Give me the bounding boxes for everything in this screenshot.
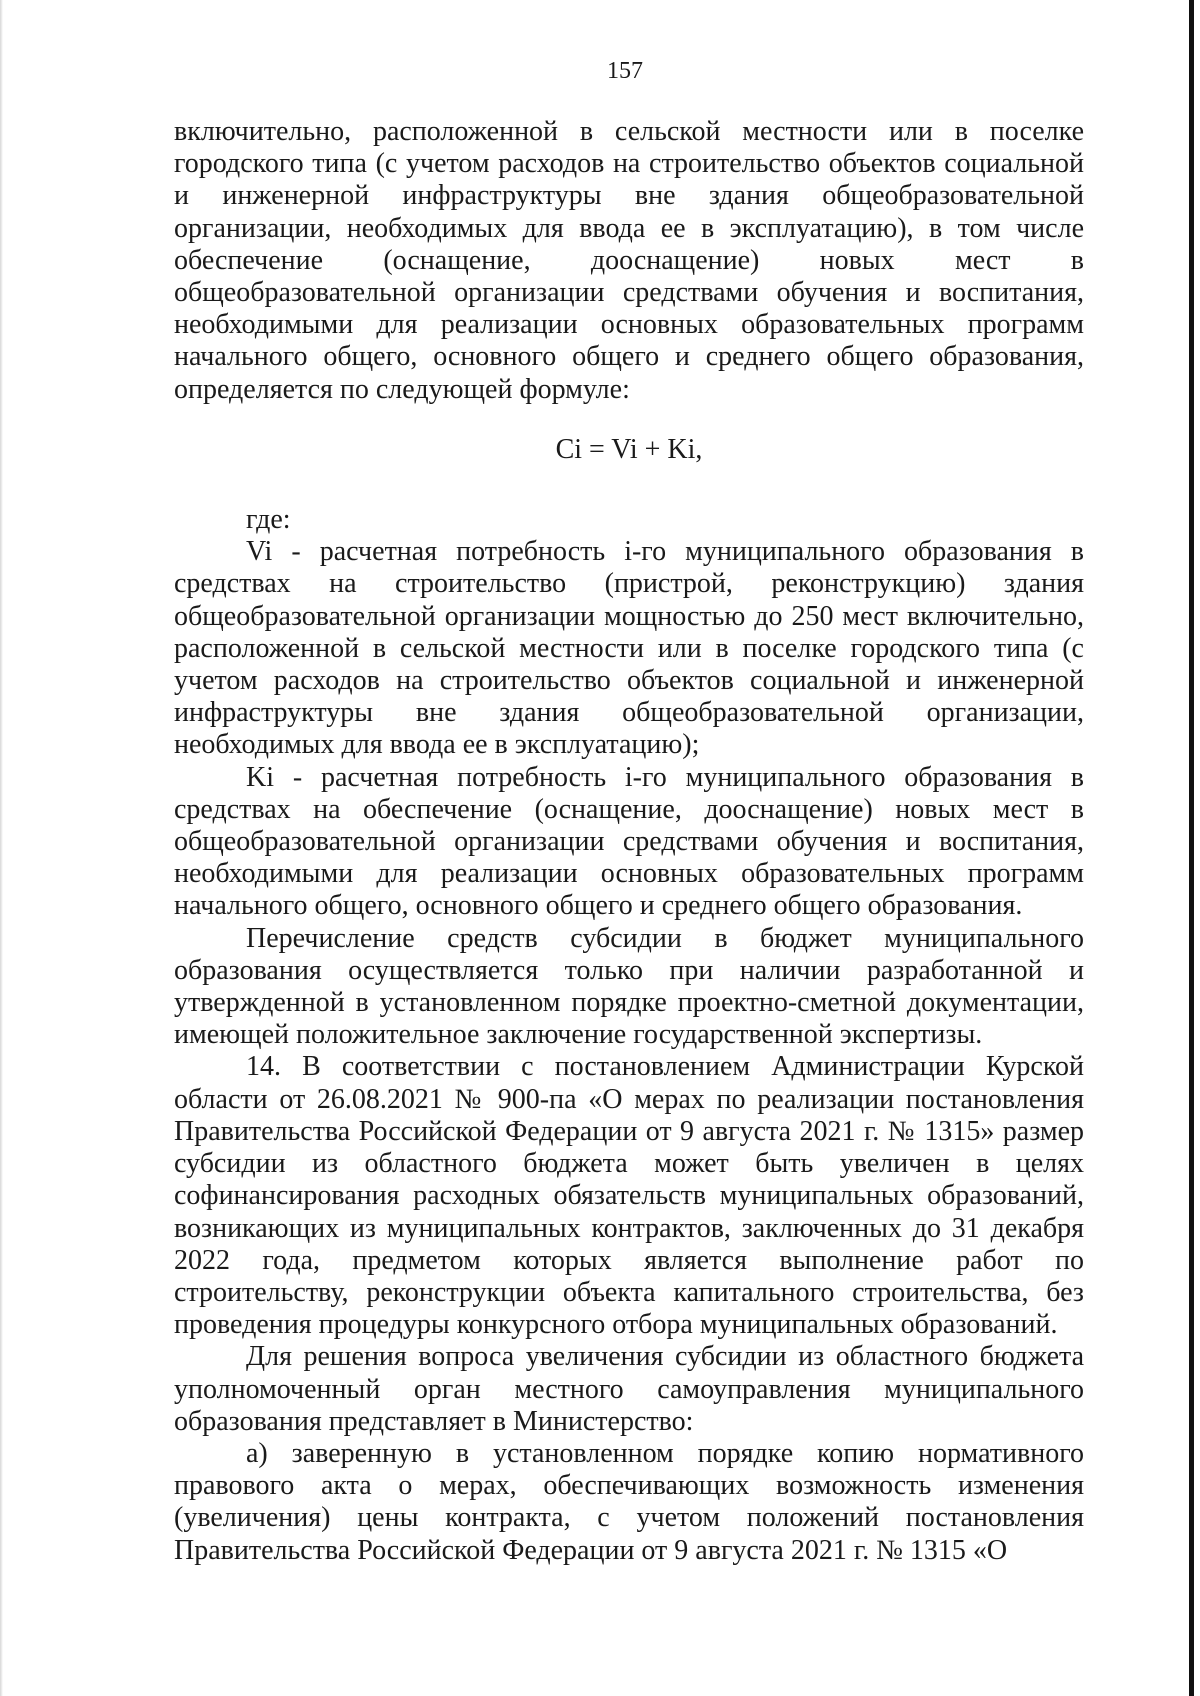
paragraph-subsidy-increase: Для решения вопроса увеличения субсидии из областного бюджета уполномоченный орган местного самоуправления муниципального образования представляет в Министерство:	[174, 1341, 1084, 1437]
document-body	[174, 116, 1084, 1567]
paragraph-subsidy-transfer: Перечисление средств субсидии в бюджет муниципального образования осуществляется только при наличии разработанной и утвержденной в установленном порядке проектно-сметной документации, имеющей положительное заключение государственной экспертизы.	[174, 922, 1084, 1051]
page-number: 157	[607, 58, 643, 84]
paragraph-ki-definition: Ki - расчетная потребность i-го муниципального образования в средствах на обеспечение (оснащение, дооснащение) новых мест в общеобразовательной организации средствами обучения и воспитания, необходимыми для реализации основных образовательных программ начального общего, основного общего и среднего общего образования.	[174, 761, 1084, 922]
formula	[174, 434, 1084, 466]
paragraph-vi-definition: Vi - расчетная потребность i-го муниципального образования в средствах на строительство (пристрой, реконструкцию) здания общеобразовательной организации мощностью до 250 мест включительно, расположенной в сельской местности или в поселке городского типа (с учетом расходов на строительство объектов социальной и инженерной инфраструктуры вне здания общеобразовательной организации, необходимых для ввода ее в эксплуатацию);	[174, 536, 1084, 761]
scan-edge-left	[0, 0, 3, 1696]
paragraph-item-a: а) заверенную в установленном порядке копию нормативного правового акта о мерах, обеспечивающих возможность изменения (увеличения) цены контракта, с учетом положений постановления Правительства Российской Федерации от 9 августа 2021 г. № 1315 «О	[174, 1437, 1084, 1566]
formula-text: Ci = Vi + Ki,	[555, 433, 703, 465]
paragraph-where: где:	[246, 504, 291, 536]
scan-edge-right	[1189, 0, 1194, 1696]
paragraph-item-14: 14. В соответствии с постановлением Администрации Курской области от 26.08.2021 № 900-па «О мерах по реализации постановления Правительства Российской Федерации от 9 августа 2021 г. № 1315» размер субсидии из областного бюджета может быть увеличен в целях софинансирования расходных обязательств муниципальных образований, возникающих из муниципальных контрактов, заключенных до 31 декабря 2022 года, предметом которых является выполнение работ по строительству, реконструкции объекта капитального строительства, без проведения процедуры конкурсного отбора муниципальных образований.	[174, 1051, 1084, 1341]
paragraph-formula-intro: включительно, расположенной в сельской местности или в поселке городского типа (с учетом расходов на строительство объектов социальной и инженерной инфраструктуры вне здания общеобразовательной организации, необходимых для ввода ее в эксплуатацию), в том числе обеспечение (оснащение, дооснащение) новых мест в общеобразовательной организации средствами обучения и воспитания, необходимыми для реализации основных образовательных программ начального общего, основного общего и среднего общего образования, определяется по следующей формуле:	[174, 116, 1084, 405]
